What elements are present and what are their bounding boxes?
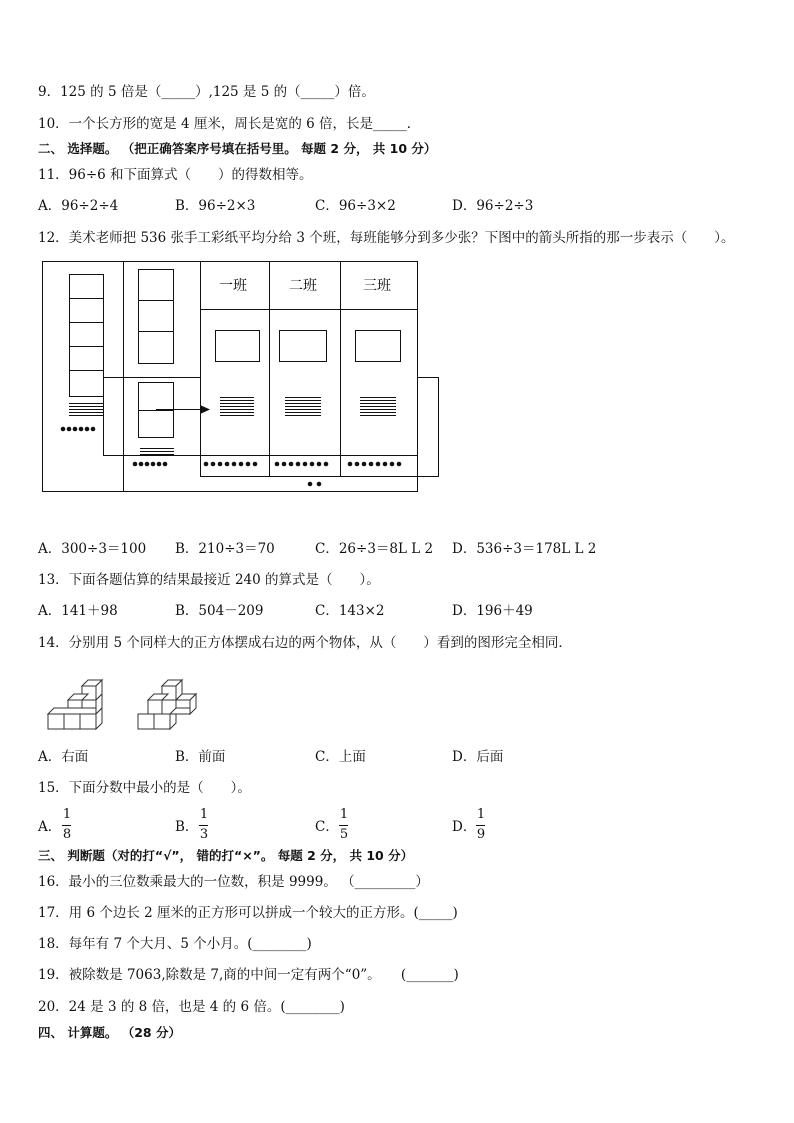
cube-figures — [44, 674, 208, 732]
q11-option-c: C．96÷3×2 — [315, 198, 396, 214]
q16: 16．最小的三位数乘最大的一位数，积是 9999。 （_________） — [38, 874, 429, 890]
q17: 17．用 6 个边长 2 厘米的正方形可以拼成一个较大的正方形。(_____) — [38, 905, 458, 921]
section-2-heading: 二、 选择题。 （把正确答案序号填在括号里。 每题 2 分， 共 10 分） — [38, 141, 437, 156]
class-1-header: 一班 — [219, 278, 247, 294]
q10: 10．一个长方形的宽是 4 厘米，周长是宽的 6 倍，长是_____． — [38, 116, 421, 132]
q12-option-c: C．26÷3＝8L L 2 — [315, 541, 434, 557]
q12-option-a: A．300÷3＝100 — [38, 541, 147, 557]
q15-option-a: A． 1 8 — [38, 807, 72, 842]
q15-option-b: B． 1 3 — [175, 807, 209, 842]
class-3-header: 三班 — [363, 278, 391, 294]
division-diagram — [40, 259, 445, 495]
q15: 15．下面分数中最小的是（ ）。 — [38, 780, 251, 796]
q13-option-c: C．143×2 — [315, 603, 385, 619]
q14-option-a: A．右面 — [38, 749, 89, 765]
q13-option-a: A．141＋98 — [38, 603, 118, 619]
section-3-heading: 三、 判断题（对的打“√”， 错的打“×”。 每题 2 分， 共 10 分） — [38, 848, 414, 863]
q11-option-d: D．96÷2÷3 — [452, 198, 534, 214]
section-4-heading: 四、 计算题。 （28 分） — [38, 1025, 181, 1040]
q14: 14．分别用 5 个同样大的正方体摆成右边的两个物体，从（ ）看到的图形完全相同． — [38, 635, 572, 651]
q11-option-a: A．96÷2÷4 — [38, 198, 119, 214]
q18: 18．每年有 7 个大月、5 个小月。(________) — [38, 936, 312, 952]
class-2-header: 二班 — [289, 278, 317, 294]
q13-option-b: B．504－209 — [175, 603, 264, 619]
q13-option-d: D．196＋49 — [452, 603, 533, 619]
q19: 19．被除数是 7063,除数是 7,商的中间一定有两个“0”。 (_______) — [38, 967, 459, 983]
q9: 9．125 的 5 倍是（_____）,125 是 5 的（_____）倍。 — [38, 84, 375, 100]
q12-option-d: D．536÷3＝178L L 2 — [452, 541, 597, 557]
q20: 20．24 是 3 的 8 倍，也是 4 的 6 倍。(________) — [38, 999, 345, 1015]
q12-option-b: B．210÷3＝70 — [175, 541, 275, 557]
q15-option-d: D． 1 9 — [452, 807, 486, 842]
q12: 12．美术老师把 536 张手工彩纸平均分给 3 个班，每班能够分到多少张？下图中的箭头所指的那一步表示（ ）。 — [38, 230, 735, 246]
q14-option-d: D．后面 — [452, 749, 504, 765]
q11: 11．96÷6 和下面算式（ ）的得数相等。 — [38, 167, 313, 183]
q13: 13．下面各题估算的结果最接近 240 的算式是（ ）。 — [38, 572, 380, 588]
q14-option-c: C．上面 — [315, 749, 366, 765]
q11-option-b: B．96÷2×3 — [175, 198, 256, 214]
q14-option-b: B．前面 — [175, 749, 226, 765]
q15-option-c: C． 1 5 — [315, 807, 349, 842]
